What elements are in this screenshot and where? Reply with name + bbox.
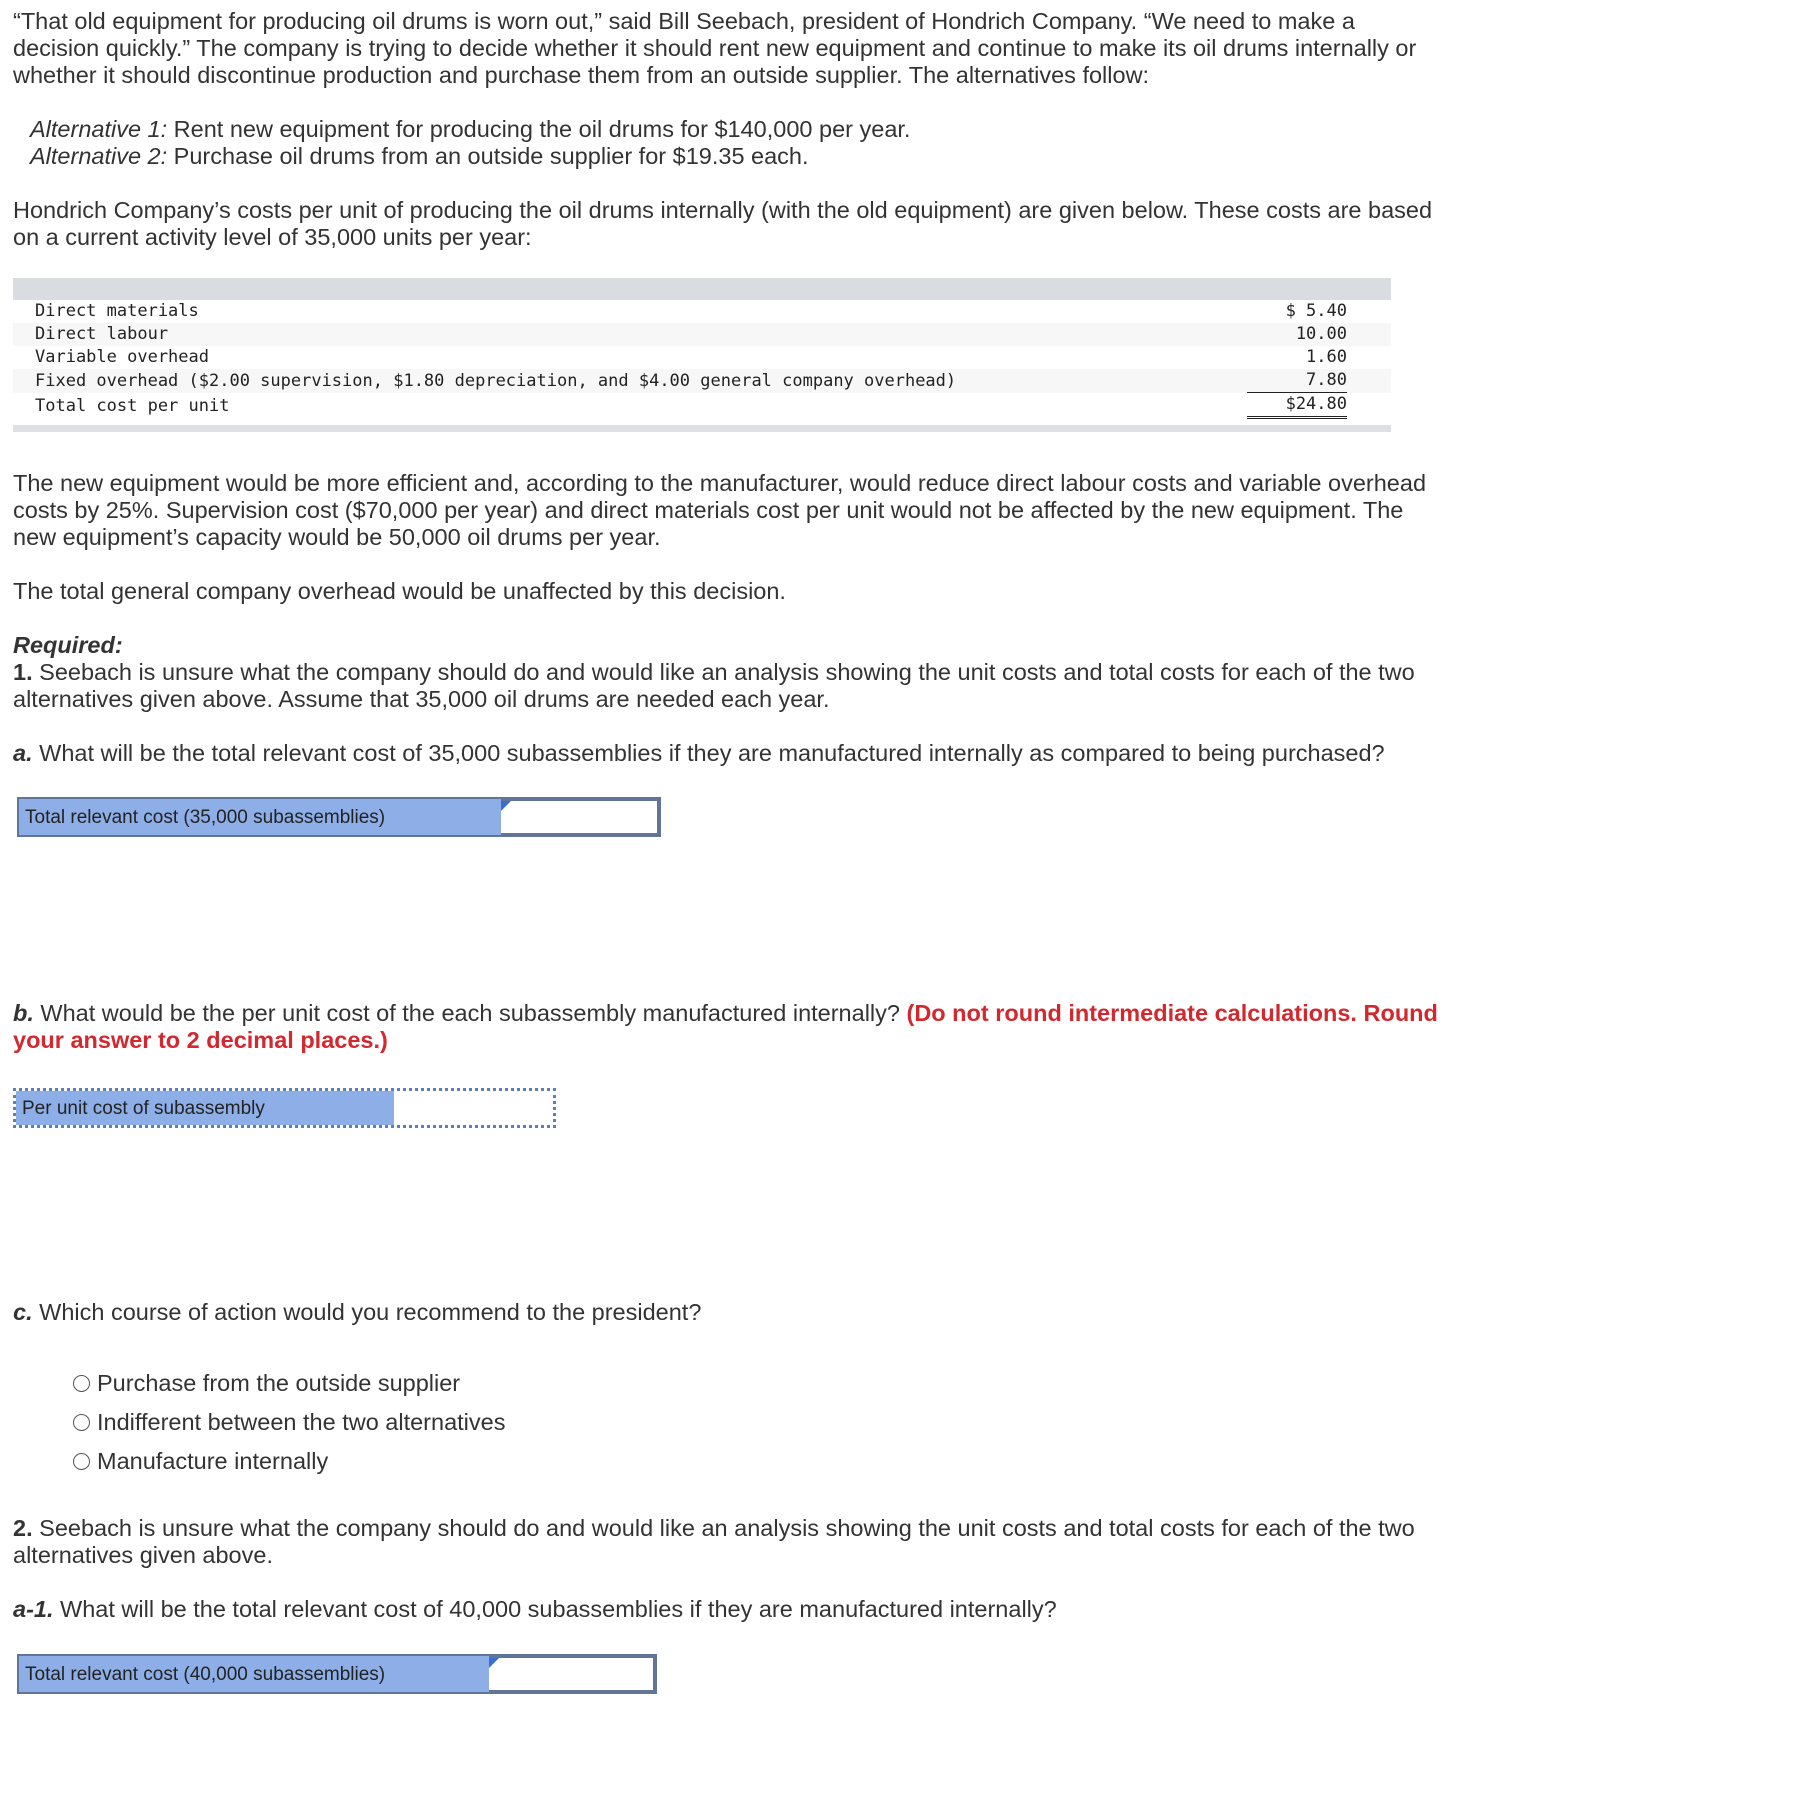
cost-table-header-band	[13, 278, 1391, 300]
total-relevant-cost-40000-input[interactable]	[489, 1658, 653, 1690]
alternatives-list	[13, 116, 1443, 170]
question-c-letter: c.	[13, 1299, 33, 1325]
question-1-number: 1.	[13, 659, 33, 685]
cost-row-label: Total cost per unit	[35, 395, 230, 416]
option-label[interactable]: Purchase from the outside supplier	[97, 1370, 461, 1396]
cost-row-label: Direct labour	[35, 324, 169, 344]
question-a	[13, 740, 1443, 767]
cost-row-value: $ 5.40	[1285, 301, 1347, 321]
answer-label: Total relevant cost (40,000 subassemblies)	[19, 1656, 489, 1692]
input-marker-icon	[489, 1658, 499, 1668]
answer-label: Total relevant cost (35,000 subassemblies)	[19, 799, 501, 835]
question-a1-text: What will be the total relevant cost of 40,000 subassemblies if they are manufactured internally?	[53, 1596, 1057, 1622]
radio-button[interactable]	[73, 1453, 90, 1470]
problem-content	[13, 8, 1443, 1694]
option-label[interactable]: Manufacture internally	[97, 1448, 329, 1474]
answer-label: Per unit cost of subassembly	[16, 1091, 394, 1125]
radio-button[interactable]	[73, 1375, 90, 1392]
per-unit-cost-input-cell[interactable]	[394, 1091, 553, 1125]
question-b-instruction: (Do not round intermediate calculations. Round your answer to 2 decimal places.)	[13, 1000, 1438, 1053]
input-marker-icon	[501, 801, 511, 811]
question-a-text: What will be the total relevant cost of 35,000 subassemblies if they are manufactured internally as compared to being purchased?	[32, 740, 1385, 766]
cost-row-value: 1.60	[1306, 347, 1347, 367]
question-1-text: Seebach is unsure what the company should do and would like an analysis showing the unit costs and total costs for each of the two alternatives given above. Assume that 35,000 oil drums are needed each year.	[13, 659, 1415, 712]
alternative-2	[30, 143, 1443, 170]
cost-row-variable-overhead	[13, 346, 1391, 369]
option-manufacture[interactable]	[73, 1442, 1443, 1481]
total-relevant-cost-35000-input[interactable]	[501, 801, 657, 833]
costs-intro-paragraph: Hondrich Company’s costs per unit of producing the oil drums internally (with the old equipment) are given below. These costs are based on a current activity level of 35,000 units per year:	[13, 197, 1433, 250]
question-b	[13, 1000, 1443, 1054]
option-purchase[interactable]	[73, 1364, 1443, 1403]
cost-row-total	[13, 393, 1391, 425]
overhead-paragraph: The total general company overhead would be unaffected by this decision.	[13, 578, 786, 604]
cost-row-value: $24.80	[1247, 393, 1347, 419]
alternative-1	[30, 116, 1443, 143]
alternative-1-label: Alternative 1:	[30, 116, 168, 142]
question-a1	[13, 1596, 1443, 1623]
alternative-2-label: Alternative 2:	[30, 143, 168, 169]
alternative-2-text: Purchase oil drums from an outside supplier for $19.35 each.	[167, 143, 809, 169]
question-2-text: Seebach is unsure what the company should do and would like an analysis showing the unit costs and total costs for each of the two alternatives given above.	[13, 1515, 1415, 1568]
option-indifferent[interactable]	[73, 1403, 1443, 1442]
question-c-text: Which course of action would you recommend to the president?	[32, 1299, 702, 1325]
question-c	[13, 1299, 1443, 1326]
required-heading: Required:	[13, 632, 123, 658]
alternative-1-text: Rent new equipment for producing the oil drums for $140,000 per year.	[167, 116, 911, 142]
question-a-letter: a.	[13, 740, 33, 766]
cost-row-direct-labour	[13, 323, 1391, 346]
cost-row-label: Direct materials	[35, 301, 199, 321]
answer-row-total-35000	[17, 797, 661, 837]
new-equipment-paragraph: The new equipment would be more efficient and, according to the manufacturer, would reduce direct labour costs and variable overhead costs by 25%. Supervision cost ($70,000 per year) and direct materials cost per unit would not be affected by the new equipment. The new equipment’s capacity would be 50,000 oil drums per year.	[13, 470, 1427, 550]
intro-paragraph: “That old equipment for producing oil drums is worn out,” said Bill Seebach, president of Hondrich Company. “We need to make a decision quickly.” The company is trying to decide whether it should rent new equipment and continue to make its oil drums internally or whether it should discontinue production and purchase them from an outside supplier. The alternatives follow:	[13, 8, 1417, 88]
answer-row-total-40000	[17, 1654, 657, 1694]
question-b-text: What would be the per unit cost of the each subassembly manufactured internally?	[33, 1000, 907, 1026]
cost-row-label: Fixed overhead ($2.00 supervision, $1.80 depreciation, and $4.00 general company overhead)	[35, 370, 957, 391]
question-2-number: 2.	[13, 1515, 33, 1541]
question-a1-letter: a-1.	[13, 1596, 54, 1622]
per-unit-cost-input[interactable]	[394, 1091, 553, 1125]
cost-table	[13, 278, 1391, 432]
question-1	[13, 659, 1443, 713]
cost-row-value: 10.00	[1295, 324, 1347, 344]
answer-row-per-unit	[13, 1088, 556, 1128]
option-label[interactable]: Indifferent between the two alternatives	[97, 1409, 506, 1435]
question-2	[13, 1515, 1443, 1569]
radio-button[interactable]	[73, 1414, 90, 1431]
total-relevant-cost-40000-input-cell[interactable]	[489, 1656, 655, 1692]
total-relevant-cost-35000-input-cell[interactable]	[501, 799, 659, 835]
cost-row-direct-materials	[13, 300, 1391, 323]
cost-row-value: 7.80	[1247, 369, 1347, 393]
cost-row-fixed-overhead	[13, 369, 1391, 393]
question-b-letter: b.	[13, 1000, 34, 1026]
cost-row-label: Variable overhead	[35, 347, 209, 367]
recommendation-options	[13, 1364, 1443, 1481]
